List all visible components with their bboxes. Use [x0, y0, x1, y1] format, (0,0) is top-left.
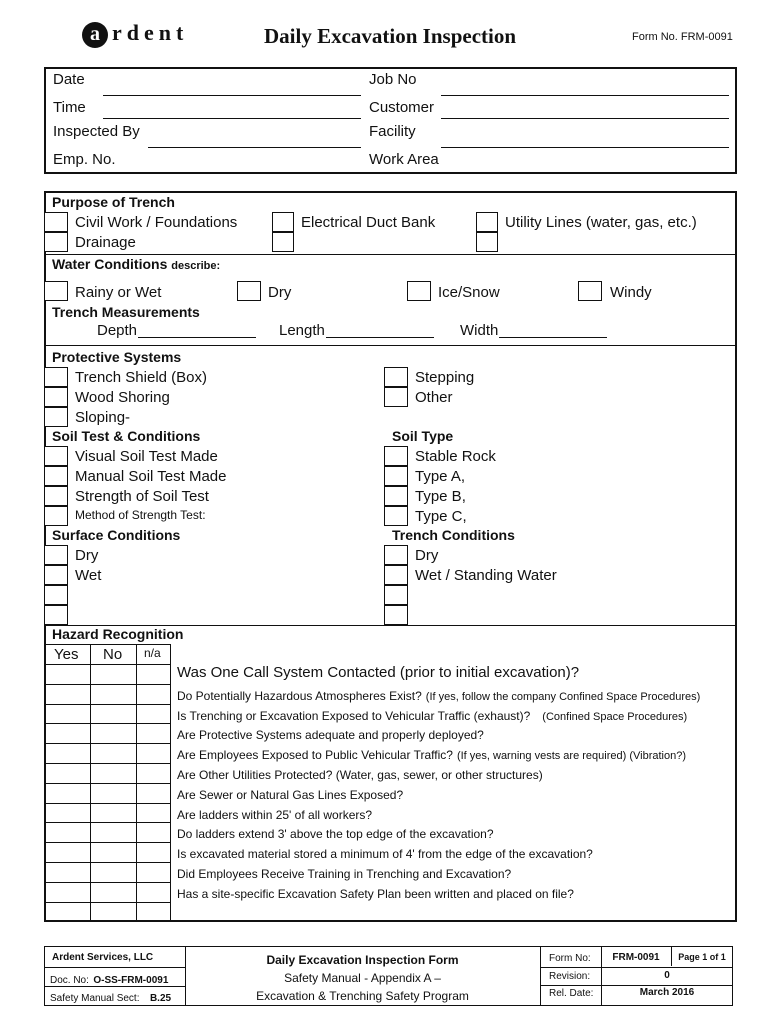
no-header: No [103, 646, 123, 663]
drainage-label: Drainage [75, 234, 136, 251]
hazard-question-note: (Confined Space Procedures) [542, 711, 688, 723]
hazard-heading: Hazard Recognition [52, 626, 184, 642]
hazard-yes-checkbox[interactable] [44, 882, 90, 902]
wood-shoring-checkbox[interactable] [44, 387, 68, 407]
stepping-checkbox[interactable] [384, 367, 408, 387]
trench-shield-label: Trench Shield (Box) [75, 369, 207, 386]
hazard-yes-checkbox[interactable] [44, 822, 90, 842]
visual-soil-checkbox[interactable] [44, 446, 68, 466]
method-checkbox[interactable] [44, 506, 68, 526]
hazard-question [177, 825, 494, 843]
footer-rel-date-label: Rel. Date: [549, 988, 594, 999]
hazard-yes-checkbox[interactable] [44, 664, 90, 684]
utility-label: Utility Lines (water, gas, etc.) [505, 214, 697, 231]
inspected-by-field[interactable] [148, 147, 361, 148]
hazard-question [177, 707, 687, 725]
footer-rel-date-value: March 2016 [639, 987, 695, 998]
strength-soil-checkbox[interactable] [44, 486, 68, 506]
date-label: Date [53, 71, 85, 88]
ice-snow-label: Ice/Snow [438, 284, 500, 301]
hazard-yes-checkbox[interactable] [44, 723, 90, 743]
dry-label: Dry [268, 284, 292, 301]
trench-blank-checkbox-1[interactable] [384, 585, 408, 605]
hazard-na-checkbox[interactable] [136, 684, 170, 704]
hazard-yes-checkbox[interactable] [44, 743, 90, 763]
hazard-no-checkbox[interactable] [90, 664, 136, 684]
footer-divider [540, 946, 541, 1006]
hazard-na-checkbox[interactable] [136, 763, 170, 783]
stepping-label: Stepping [415, 369, 475, 386]
facility-field[interactable] [441, 147, 729, 148]
surface-dry-checkbox[interactable] [44, 545, 68, 565]
trench-shield-checkbox[interactable] [44, 367, 68, 387]
hazard-yes-checkbox[interactable] [44, 704, 90, 724]
hazard-question [177, 806, 372, 824]
na-header: n/a [144, 646, 161, 660]
column-divider [170, 644, 171, 922]
soil-type-heading: Soil Type [392, 428, 454, 444]
inspected-by-label: Inspected By [53, 123, 140, 140]
manual-soil-label: Manual Soil Test Made [75, 468, 227, 485]
rainy-checkbox[interactable] [44, 281, 68, 301]
type-a-checkbox[interactable] [384, 466, 408, 486]
electrical-label: Electrical Duct Bank [301, 214, 436, 231]
hazard-question-text: Did Employees Receive Training in Trenching and Excavation? [177, 867, 512, 881]
hazard-na-checkbox[interactable] [136, 743, 170, 763]
divider [44, 345, 737, 346]
time-label: Time [53, 99, 86, 116]
footer-form-title: Daily Excavation Inspection Form [266, 953, 459, 967]
footer-program-line: Excavation & Trenching Safety Program [256, 989, 469, 1003]
type-c-checkbox[interactable] [384, 506, 408, 526]
hazard-yes-checkbox[interactable] [44, 763, 90, 783]
hazard-question-text: Has a site-specific Excavation Safety Plan been written and placed on file? [177, 887, 574, 901]
windy-checkbox[interactable] [578, 281, 602, 301]
hazard-na-checkbox[interactable] [136, 704, 170, 724]
footer-doc-no-label: Doc. No: [50, 975, 89, 986]
surface-wet-label: Wet [75, 567, 102, 584]
job-no-label: Job No [369, 71, 417, 88]
ice-snow-checkbox[interactable] [407, 281, 431, 301]
trench-cond-heading: Trench Conditions [392, 527, 515, 543]
length-field[interactable] [326, 337, 434, 338]
hazard-no-checkbox[interactable] [90, 704, 136, 724]
water-heading [52, 256, 220, 272]
surface-wet-checkbox[interactable] [44, 565, 68, 585]
surface-blank-checkbox-1[interactable] [44, 585, 68, 605]
hazard-na-checkbox[interactable] [136, 882, 170, 902]
civil-work-label: Civil Work / Foundations [75, 214, 238, 231]
divider [44, 644, 170, 645]
divider [44, 254, 737, 255]
water-describe: describe: [171, 260, 221, 272]
stable-rock-label: Stable Rock [415, 448, 496, 465]
width-label: Width [460, 322, 499, 339]
hazard-na-checkbox[interactable] [136, 783, 170, 803]
extra-checkbox-2[interactable] [476, 232, 498, 252]
hazard-yes-checkbox[interactable] [44, 842, 90, 862]
hazard-question [177, 845, 593, 863]
facility-label: Facility [369, 123, 416, 140]
measure-heading: Trench Measurements [52, 304, 200, 320]
extra-checkbox-1[interactable] [272, 232, 294, 252]
trench-dry-checkbox[interactable] [384, 545, 408, 565]
footer-company: Ardent Services, LLC [52, 952, 154, 963]
drainage-checkbox[interactable] [44, 232, 68, 252]
hazard-question [177, 766, 543, 784]
footer-form-no-value: FRM-0091 [612, 952, 660, 963]
hazard-question [177, 726, 484, 744]
hazard-question-text: Do Potentially Hazardous Atmospheres Exist? [177, 689, 422, 703]
depth-field[interactable] [138, 337, 256, 338]
footer-sect [50, 988, 171, 1006]
hazard-na-checkbox[interactable] [136, 862, 170, 882]
footer-divider [540, 967, 733, 968]
hazard-question-text: Is excavated material stored a minimum of 4' from the edge of the excavation? [177, 847, 593, 861]
time-field[interactable] [103, 118, 361, 119]
footer-manual-line: Safety Manual - Appendix A – [284, 971, 441, 985]
footer-form-no-label: Form No: [549, 953, 591, 964]
hazard-no-checkbox[interactable] [90, 882, 136, 902]
hazard-no-checkbox[interactable] [90, 803, 136, 823]
footer-revision-label: Revision: [549, 971, 591, 982]
page-title: Daily Excavation Inspection [264, 24, 517, 48]
utility-checkbox[interactable] [476, 212, 498, 232]
logo-text: rdent [112, 20, 189, 45]
manual-soil-checkbox[interactable] [44, 466, 68, 486]
hazard-question-text: Are Other Utilities Protected? (Water, gas, sewer, or other structures) [177, 768, 543, 782]
hazard-question-text: Do ladders extend 3' above the top edge of the excavation? [177, 827, 494, 841]
trench-wet-label: Wet / Standing Water [415, 567, 557, 584]
hazard-no-checkbox[interactable] [90, 862, 136, 882]
surface-blank-checkbox-2[interactable] [44, 605, 68, 625]
hazard-na-checkbox[interactable] [136, 822, 170, 842]
soil-test-heading: Soil Test & Conditions [52, 428, 201, 444]
other-checkbox[interactable] [384, 387, 408, 407]
hazard-question [177, 786, 403, 804]
hazard-question [177, 885, 574, 903]
purpose-heading: Purpose of Trench [52, 194, 175, 210]
sloping-label: Sloping- [75, 409, 131, 426]
emp-no-label: Emp. No. [53, 151, 116, 168]
strength-soil-label: Strength of Soil Test [75, 488, 209, 505]
type-c-label: Type C, [415, 508, 467, 525]
electrical-checkbox[interactable] [272, 212, 294, 232]
customer-field[interactable] [441, 118, 729, 119]
water-heading-text: Water Conditions [52, 256, 168, 272]
hazard-yes-checkbox[interactable] [44, 783, 90, 803]
visual-soil-label: Visual Soil Test Made [75, 448, 218, 465]
customer-label: Customer [369, 99, 435, 116]
footer-revision-value: 0 [664, 970, 670, 981]
hazard-no-checkbox[interactable] [90, 783, 136, 803]
hazard-na-checkbox[interactable] [136, 664, 170, 684]
hazard-no-checkbox[interactable] [90, 743, 136, 763]
width-field[interactable] [499, 337, 607, 338]
hazard-first-question: Was One Call System Contacted (prior to initial excavation)? [177, 664, 580, 681]
footer-doc-no [50, 970, 168, 988]
hazard-question-text: Are Protective Systems adequate and properly deployed? [177, 728, 484, 742]
civil-work-checkbox[interactable] [44, 212, 68, 232]
trench-dry-label: Dry [415, 547, 439, 564]
type-a-label: Type A, [415, 468, 466, 485]
windy-label: Windy [610, 284, 652, 301]
hazard-question-text: Is Trenching or Excavation Exposed to Vehicular Traffic (exhaust)? [177, 709, 531, 723]
hazard-question [177, 865, 511, 883]
footer-sect-label: Safety Manual Sect: [50, 993, 140, 1004]
hazard-yes-checkbox[interactable] [44, 862, 90, 882]
hazard-row-divider [44, 902, 170, 903]
hazard-yes-checkbox[interactable] [44, 684, 90, 704]
footer-doc-no-value: O-SS-FRM-0091 [93, 975, 169, 986]
type-b-checkbox[interactable] [384, 486, 408, 506]
hazard-no-checkbox[interactable] [90, 822, 136, 842]
hazard-na-checkbox[interactable] [136, 803, 170, 823]
trench-wet-checkbox[interactable] [384, 565, 408, 585]
hazard-no-checkbox[interactable] [90, 763, 136, 783]
job-no-field[interactable] [441, 95, 729, 96]
hazard-na-checkbox[interactable] [136, 723, 170, 743]
depth-label: Depth [97, 322, 138, 339]
footer-divider [44, 967, 185, 968]
protective-heading: Protective Systems [52, 349, 182, 365]
dry-checkbox[interactable] [237, 281, 261, 301]
sloping-checkbox[interactable] [44, 407, 68, 427]
hazard-no-checkbox[interactable] [90, 842, 136, 862]
stable-rock-checkbox[interactable] [384, 446, 408, 466]
hazard-question-note: (If yes, follow the company Confined Space Procedures) [425, 691, 701, 703]
hazard-question-text: Are Employees Exposed to Public Vehicular Traffic? [177, 748, 453, 762]
footer-sect-value: B.25 [149, 993, 172, 1004]
date-field[interactable] [103, 95, 361, 96]
method-label: Method of Strength Test: [75, 508, 206, 522]
trench-blank-checkbox-2[interactable] [384, 605, 408, 625]
form-number: Form No. FRM-0091 [632, 31, 733, 43]
hazard-question-text: Are Sewer or Natural Gas Lines Exposed? [177, 788, 404, 802]
rainy-label: Rainy or Wet [75, 284, 162, 301]
work-area-label: Work Area [369, 151, 439, 168]
footer-page: Page 1 of 1 [678, 952, 726, 962]
hazard-question-note: (If yes, warning vests are required) (Vibration?) [456, 750, 686, 762]
other-label: Other [415, 389, 453, 406]
hazard-question [177, 687, 700, 705]
hazard-no-checkbox[interactable] [90, 684, 136, 704]
footer-divider [540, 985, 733, 986]
hazard-question-text: Are ladders within 25' of all workers? [177, 808, 373, 822]
surface-dry-label: Dry [75, 547, 99, 564]
hazard-question [177, 746, 686, 764]
hazard-na-checkbox[interactable] [136, 842, 170, 862]
type-b-label: Type B, [415, 488, 466, 505]
length-label: Length [279, 322, 325, 339]
hazard-no-checkbox[interactable] [90, 723, 136, 743]
logo-letter: a [82, 22, 108, 48]
wood-shoring-label: Wood Shoring [75, 389, 170, 406]
hazard-yes-checkbox[interactable] [44, 803, 90, 823]
surface-heading: Surface Conditions [52, 527, 181, 543]
yes-header: Yes [54, 646, 79, 663]
